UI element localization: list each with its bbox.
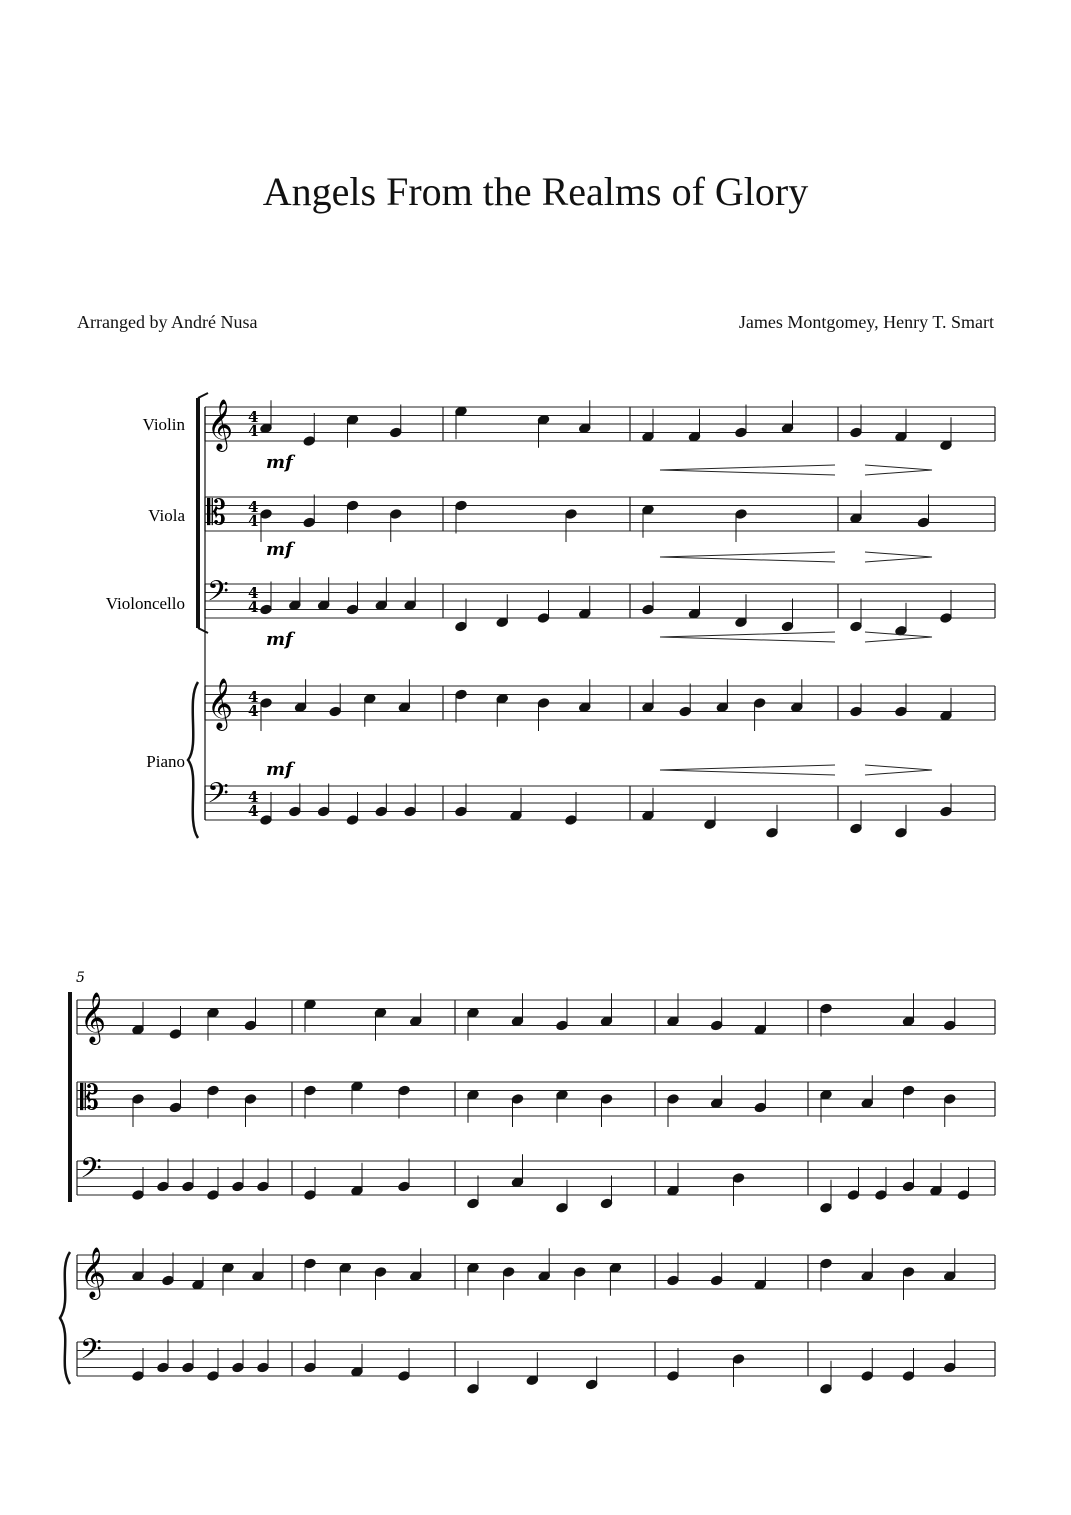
note-head [317, 806, 329, 817]
note-head [820, 1383, 832, 1394]
note-head [339, 1262, 351, 1273]
note-head [351, 1185, 363, 1196]
note-head [895, 827, 907, 838]
note-head [467, 1089, 479, 1100]
crescendo-hairpin [660, 465, 835, 475]
note-head [735, 617, 747, 628]
note-head [716, 702, 728, 713]
note-head [944, 1271, 956, 1282]
note-head [496, 617, 508, 628]
note-head [754, 1102, 766, 1113]
note-head [735, 509, 747, 520]
note-head [455, 689, 467, 700]
time-sig-bottom: 4 [248, 702, 259, 720]
time-sig-top: 4 [248, 408, 259, 426]
note-head [304, 1258, 316, 1269]
note-head [294, 702, 306, 713]
bass-clef-icon: 𝄢 [80, 1333, 102, 1373]
note-head [232, 1362, 244, 1373]
note-head [565, 509, 577, 520]
note-head [875, 1190, 887, 1201]
note-head [244, 1020, 256, 1031]
note-head [260, 698, 272, 709]
notes [132, 400, 970, 1394]
note-head [679, 706, 691, 717]
arranger-credit: Arranged by André Nusa [77, 312, 258, 332]
note-head [526, 1375, 538, 1386]
note-head [232, 1181, 244, 1192]
note-head [850, 706, 862, 717]
note-head [404, 600, 416, 611]
note-head [260, 509, 272, 520]
note-head [850, 621, 862, 632]
measure-number: 5 [76, 970, 85, 986]
diminuendo-hairpin [865, 765, 932, 775]
note-head [375, 600, 387, 611]
note-head [257, 1181, 269, 1192]
note-head [260, 423, 272, 434]
treble-clef-icon: 𝄞 [207, 399, 234, 450]
note-head [895, 706, 907, 717]
note-head [346, 604, 358, 615]
note-head [902, 1181, 914, 1192]
note-head [398, 1085, 410, 1096]
note-head [642, 431, 654, 442]
note-head [642, 810, 654, 821]
note-head [252, 1271, 264, 1282]
note-head [850, 513, 862, 524]
note-head [642, 504, 654, 515]
note-head [304, 1085, 316, 1096]
note-head [304, 1190, 316, 1201]
note-head [157, 1181, 169, 1192]
piano-brace [60, 1252, 70, 1384]
note-head [538, 1271, 550, 1282]
note-head [600, 1198, 612, 1209]
bass-clef-icon: 𝄢 [207, 777, 229, 817]
note-head [820, 1089, 832, 1100]
note-head [317, 600, 329, 611]
dynamic-mf: mf [266, 759, 293, 780]
note-head [753, 698, 765, 709]
diminuendo-hairpin [865, 465, 932, 475]
bass-clef-icon: 𝄢 [207, 575, 229, 615]
note-head [132, 1271, 144, 1282]
note-head [390, 509, 402, 520]
note-head [207, 1190, 219, 1201]
note-head [132, 1024, 144, 1035]
note-head [940, 806, 952, 817]
note-head [537, 698, 549, 709]
note-head [260, 815, 272, 826]
note-head [710, 1098, 722, 1109]
note-head [902, 1267, 914, 1278]
note-head [390, 427, 402, 438]
note-head [346, 500, 358, 511]
note-head [398, 1371, 410, 1382]
note-head [781, 423, 793, 434]
note-head [609, 1262, 621, 1273]
note-head [902, 1371, 914, 1382]
note-head [467, 1262, 479, 1273]
note-head [398, 702, 410, 713]
time-sig-top: 4 [248, 788, 259, 806]
note-head [820, 1258, 832, 1269]
note-head [364, 693, 376, 704]
note-head [467, 1383, 479, 1394]
instrument-name-viola: Viola [148, 506, 185, 525]
note-head [944, 1362, 956, 1373]
note-head [346, 414, 358, 425]
note-head [850, 427, 862, 438]
note-head [260, 604, 272, 615]
note-head [404, 806, 416, 817]
dynamic-mf: mf [266, 629, 293, 650]
note-head [257, 1362, 269, 1373]
treble-clef-icon: 𝄞 [80, 992, 107, 1043]
note-head [917, 517, 929, 528]
note-head [579, 702, 591, 713]
note-head [902, 1085, 914, 1096]
note-head [556, 1089, 568, 1100]
note-head [511, 1016, 523, 1027]
note-head [642, 702, 654, 713]
note-head [455, 500, 467, 511]
note-head [791, 702, 803, 713]
note-head [735, 427, 747, 438]
note-head [944, 1094, 956, 1105]
note-head [754, 1024, 766, 1035]
note-head [556, 1202, 568, 1213]
instrument-name-cello: Violoncello [105, 594, 185, 613]
note-head [667, 1185, 679, 1196]
note-head [502, 1267, 514, 1278]
note-head [329, 706, 341, 717]
note-head [766, 827, 778, 838]
note-head [410, 1271, 422, 1282]
note-head [930, 1185, 942, 1196]
time-sig-bottom: 4 [248, 802, 259, 820]
note-head [410, 1016, 422, 1027]
note-head [861, 1371, 873, 1382]
piano-brace [188, 682, 198, 838]
note-head [398, 1181, 410, 1192]
note-head [132, 1371, 144, 1382]
note-head [346, 815, 358, 826]
time-sig-top: 4 [248, 688, 259, 706]
note-head [565, 815, 577, 826]
note-head [585, 1379, 597, 1390]
treble-clef-icon: 𝄞 [80, 1247, 107, 1298]
dynamic-mf: mf [266, 539, 293, 560]
note-head [169, 1102, 181, 1113]
note-head [556, 1020, 568, 1031]
crescendo-hairpin [660, 632, 835, 642]
note-head [667, 1371, 679, 1382]
note-head [940, 440, 952, 451]
note-head [304, 1362, 316, 1373]
note-head [667, 1016, 679, 1027]
bass-clef-icon: 𝄢 [80, 1152, 102, 1192]
note-head [600, 1016, 612, 1027]
note-head [455, 806, 467, 817]
note-head [455, 621, 467, 632]
note-head [642, 604, 654, 615]
note-head [289, 600, 301, 611]
time-signatures [248, 408, 258, 820]
composer-credit: James Montgomey, Henry T. Smart [738, 312, 994, 332]
note-head [600, 1094, 612, 1105]
time-sig-bottom: 4 [248, 512, 259, 530]
note-head [511, 1094, 523, 1105]
note-head [244, 1094, 256, 1105]
note-head [940, 710, 952, 721]
note-head [861, 1271, 873, 1282]
note-head [351, 1366, 363, 1377]
note-head [732, 1354, 744, 1365]
note-head [710, 1020, 722, 1031]
staves [60, 393, 995, 1384]
note-head [467, 1198, 479, 1209]
note-head [850, 823, 862, 834]
note-head [289, 806, 301, 817]
note-head [132, 1094, 144, 1105]
note-head [455, 406, 467, 417]
alto-clef-icon: 𝄡 [80, 1078, 99, 1118]
dynamics [266, 452, 296, 780]
note-head [781, 621, 793, 632]
note-head [754, 1279, 766, 1290]
note-head [537, 613, 549, 624]
note-head [375, 806, 387, 817]
note-head [861, 1098, 873, 1109]
note-head [192, 1279, 204, 1290]
note-head [579, 423, 591, 434]
note-head [944, 1020, 956, 1031]
note-head [304, 999, 316, 1010]
note-head [157, 1362, 169, 1373]
note-head [207, 1371, 219, 1382]
note-head [574, 1267, 586, 1278]
note-head [467, 1007, 479, 1018]
time-sig-bottom: 4 [248, 598, 259, 616]
note-head [710, 1275, 722, 1286]
dynamic-mf: mf [266, 452, 293, 473]
note-head [182, 1181, 194, 1192]
note-head [537, 414, 549, 425]
note-head [207, 1007, 219, 1018]
instrument-name-violin: Violin [142, 415, 185, 434]
note-head [511, 1177, 523, 1188]
note-head [732, 1173, 744, 1184]
note-head [222, 1262, 234, 1273]
instrument-name-piano: Piano [146, 752, 185, 771]
note-head [895, 431, 907, 442]
note-head [667, 1094, 679, 1105]
crescendo-hairpin [660, 552, 835, 562]
note-head [374, 1007, 386, 1018]
note-head [957, 1190, 969, 1201]
note-head [182, 1362, 194, 1373]
note-head [704, 819, 716, 830]
note-head [132, 1190, 144, 1201]
time-sig-top: 4 [248, 498, 259, 516]
note-head [579, 608, 591, 619]
note-head [303, 436, 315, 447]
note-head [303, 517, 315, 528]
note-head [902, 1016, 914, 1027]
time-sig-bottom: 4 [248, 422, 259, 440]
alto-clef-icon: 𝄡 [207, 493, 226, 533]
note-head [940, 613, 952, 624]
note-head [207, 1085, 219, 1096]
page-title: Angels From the Realms of Glory [262, 169, 809, 214]
treble-clef-icon: 𝄞 [207, 678, 234, 729]
note-head [162, 1275, 174, 1286]
diminuendo-hairpin [865, 552, 932, 562]
note-head [688, 431, 700, 442]
note-head [688, 608, 700, 619]
note-head [351, 1081, 363, 1092]
note-head [496, 693, 508, 704]
note-head [847, 1190, 859, 1201]
note-head [820, 1202, 832, 1213]
note-head [169, 1029, 181, 1040]
crescendo-hairpin [660, 765, 835, 775]
note-head [374, 1267, 386, 1278]
note-head [510, 810, 522, 821]
note-head [667, 1275, 679, 1286]
note-head [820, 1003, 832, 1014]
time-sig-top: 4 [248, 584, 259, 602]
